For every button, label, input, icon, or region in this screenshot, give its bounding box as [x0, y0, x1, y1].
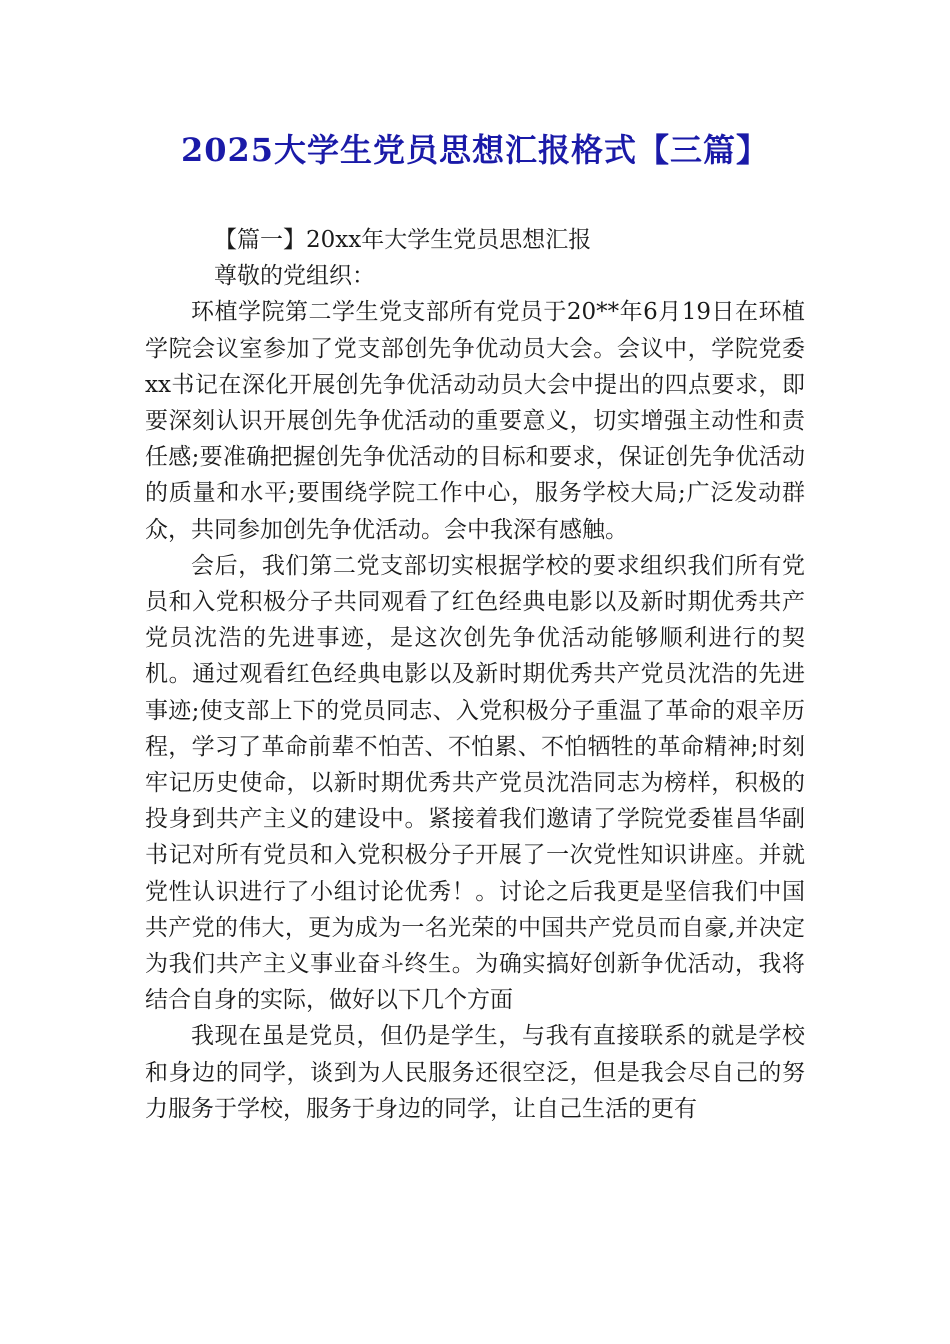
paragraph: 环植学院第二学生党支部所有党员于20**年6月19日在环植学院会议室参加了党支部创先争优动员大会。会议中，学院党委xx书记在深化开展创先争优活动动员大会中提出的四点要求，即要深刻认识开展创先争优活动的重要意义，切实增强主动性和责任感;要准确把握创先争优活动的目标和要求，保证创先争优活动的质量和水平;要围绕学院工作中心，服务学校大局;广泛发动群众，共同参加创先争优活动。会中我深有感触。 [145, 299, 805, 543]
document-body [145, 222, 805, 1127]
paragraph: 会后，我们第二党支部切实根据学校的要求组织我们所有党员和入党积极分子共同观看了红色经典电影以及新时期优秀共产党员沈浩的先进事迹，是这次创先争优活动能够顺利进行的契机。通过观看红色经典电影以及新时期优秀共产党员沈浩的先进事迹;使支部上下的党员同志、入党积极分子重温了革命的艰辛历程，学习了革命前辈不怕苦、不怕累、不怕牺牲的革命精神;时刻牢记历史使命，以新时期优秀共产党员沈浩同志为榜样，积极的投身到共产主义的建设中。紧接着我们邀请了学院党委崔昌华副书记对所有党员和入党积极分子开展了一次党性知识讲座。并就党性认识进行了小组讨论优秀！。讨论之后我更是坚信我们中国共产党的伟大，更为成为一名光荣的中国共产党员而自豪,并决定为我们共产主义事业奋斗终生。为确实搞好创新争优活动，我将结合自身的实际，做好以下几个方面 [145, 552, 805, 1014]
salutation: 尊敬的党组织： [214, 263, 375, 290]
document-title: 2025大学生党员思想汇报格式【三篇】 [180, 131, 770, 169]
section-heading: 【篇一】20xx年大学生党员思想汇报 [214, 227, 592, 253]
paragraph: 我现在虽是党员，但仍是学生，与我有直接联系的就是学校和身边的同学，谈到为人民服务还很空泛，但是我会尽自己的努力服务于学校，服务于身边的同学，让自己生活的更有 [145, 1023, 805, 1122]
